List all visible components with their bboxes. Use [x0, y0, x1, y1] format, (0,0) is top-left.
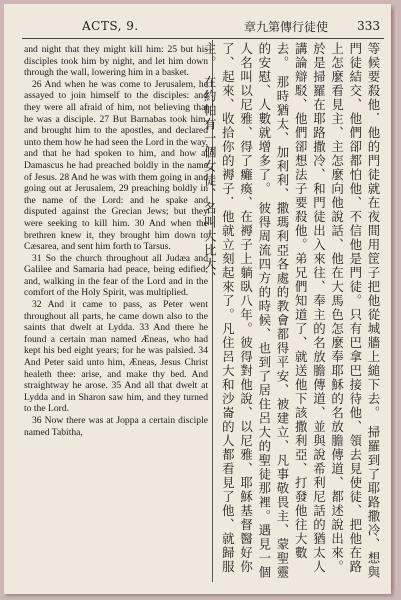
english-column [24, 44, 208, 584]
english-paragraph: and night that they might kill him: 25 but his disciples took him by night, and let him down through the wall, lowering him in a basket. [24, 44, 208, 79]
page-number: 333 [357, 19, 380, 33]
english-paragraph: 36 Now there was at Joppa a certain disciple named Tabitha, [24, 415, 208, 438]
chinese-column [202, 42, 382, 584]
page-edge [391, 10, 397, 590]
header-chinese-title: 章九第傳行徒使 [244, 20, 329, 34]
chinese-paragraph: 掃羅到了耶路撒冷、想與門徒結交、他們卻都怕他、不信他是門徒。只有巴拿巴接待他、領去見使徒、把他在路上怎麼看見主、主怎麼向他說話、他在大馬色怎麼奉耶穌的名放膽傳道、都述說出來。於是掃羅在耶路撒冷、和門徒出入來往、奉主的名放膽傳道、並與說希利尼話的猶太人講論辯駁、他們卻想法子要殺他。弟兄們知道了、就送他下該撒利亞、打發他往大數去。 [274, 42, 381, 580]
chinese-paragraph: 那時猶太、加利利、撒瑪利亞各處的教會都得平安、被建立、凡事敬畏主、蒙聖靈的安慰、人數就增多了。 [256, 42, 290, 580]
chinese-paragraph: 在約帕有一個女徒、名叫大比大、 [202, 75, 218, 286]
chinese-paragraph: 等候要殺他．他的門徒就在夜間用筐子把他從城牆上縋下去。 [366, 42, 381, 420]
running-header [22, 16, 384, 39]
english-paragraph: 31 So the church throughout all Judæa and Galilee and Samaria had peace, being edified; and, walking in the fear of the Lord and in the comfort of the Holy Spirit, was multiplied. [24, 252, 208, 299]
english-paragraph: 32 And it came to pass, as Peter went throughout all parts, he came down also to the saints that dwelt at Lydda. 33 And there he found a certain man named Æneas, who had kept his bed eight years; for he was palsied. 34 And Peter said unto him, Æneas, Jesus Christ healeth thee: arise, and make thy bed. And straightway he arose. 35 And all that dwelt at Lydda and in Sharon saw him, and they turned to the Lord. [24, 299, 208, 415]
header-book-chapter: ACTS, 9. [82, 19, 139, 33]
english-paragraph: 26 And when he was come to Jerusalem, he assayed to join himself to the disciples: and they were all afraid of him, not believing that he was a disciple. 27 But Barnabas took him, and brought him to the apostles, and declared unto them how he had seen the Lord in the way, and that he had spoken to him, and how at Damascus he had preached boldly in the name of Jesus. 28 And he was with them going in and going out at Jerusalem, 29 preaching boldly in the name of the Lord: and he spake and disputed against the Grecian Jews; but they were seeking to kill him. 30 And when the brethren knew it, they brought him down to Cæsarea, and sent him forth to Tarsus. [24, 78, 209, 253]
chinese-paragraph: 彼得周流四方的時候、也到了居住呂大的聖徒那裡。遇見一個人名叫以尼雅、得了癱瘓、在褥子上躺臥八年。彼得對他說、以尼雅、耶穌基督醫好你了、起來、收拾你的褥子．他就立刻起來了。凡住呂大和沙崙的人都看見了他、就歸服主。 [202, 42, 272, 580]
